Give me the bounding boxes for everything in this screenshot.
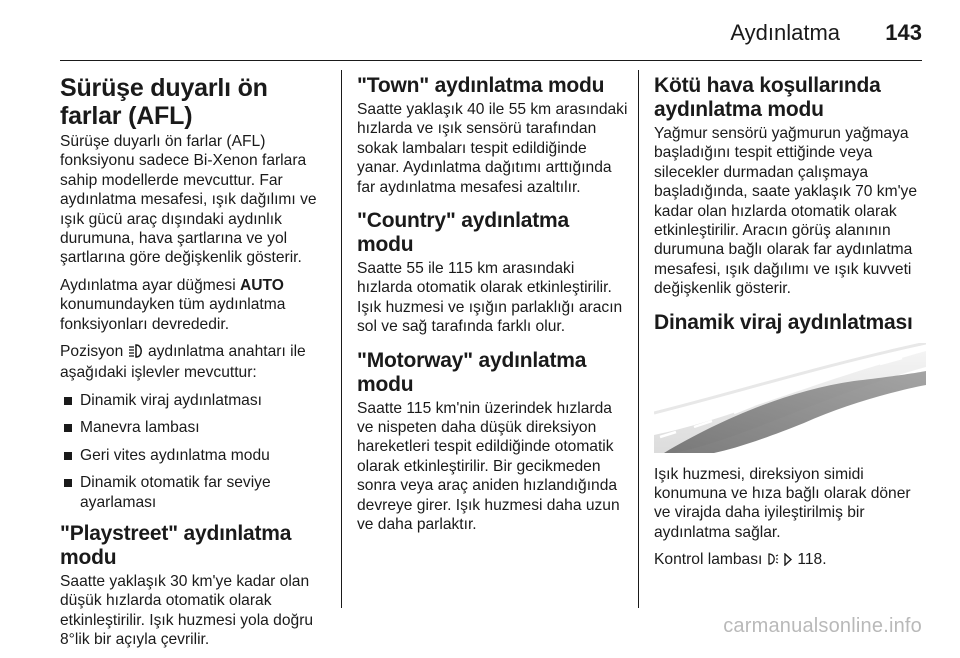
auto-paragraph: Aydınlatma ayar düğmesi AUTO konumundayken tüm aydınlatma fonksiyonları devrededir. xyxy=(60,276,286,333)
column-2 xyxy=(357,74,629,543)
country-paragraph: Saatte 55 ile 115 km arasındaki hızlarda otomatik olarak etkinleştirilir. Işık huzmesi ve ışığın parlaklığı aracın sol ve sağ tarafında farklı olur. xyxy=(357,260,623,336)
page-number: 143 xyxy=(885,20,922,45)
dynamic-cornering-heading: Dinamik viraj aydınlatması xyxy=(654,310,913,334)
column-3 xyxy=(654,74,926,580)
header-title: Aydınlatma xyxy=(730,20,840,45)
country-heading: "Country" aydınlatma modu xyxy=(357,209,569,257)
low-beam-icon xyxy=(128,344,144,363)
list-item: Manevra lambası xyxy=(60,418,332,437)
watermark: carmanualsonline.info xyxy=(723,615,922,637)
bullet-square-icon xyxy=(64,424,72,432)
playstreet-paragraph: Saatte yaklaşık 30 km'ye kadar olan düşük hızlarda otomatik olarak etkinleştirilir. Işık huzmesi yola doğru 8°lik bir açıyla çevrilir. xyxy=(60,572,314,649)
afl-intro: Sürüşe duyarlı ön farlar (AFL) fonksiyonu sadece Bi-Xenon farlara sahip modellerde mevcuttur. Far aydınlatma mesafesi, ışık dağılımı ve ışık gücü araç dışındaki aydınlık durumuna, hava şartlarına ve yol şartlarına göre değişkenlik gösterir. xyxy=(60,133,317,267)
column-divider xyxy=(341,70,342,608)
bullet-square-icon xyxy=(64,397,72,405)
list-item: Geri vites aydınlatma modu xyxy=(60,446,332,465)
list-item: Dinamik viraj aydınlatması xyxy=(60,391,332,410)
list-item: Dinamik otomatik far seviye ayarlaması xyxy=(60,473,332,512)
page-reference-arrow-icon xyxy=(783,552,793,571)
afl-control-lamp-icon xyxy=(767,552,779,571)
town-heading: "Town" aydınlatma modu xyxy=(357,74,605,97)
afl-heading: Sürüşe duyarlı ön farlar (AFL) xyxy=(60,74,268,130)
function-list xyxy=(60,391,332,512)
bullet-square-icon xyxy=(64,452,72,460)
page-header xyxy=(0,0,960,60)
position-paragraph: Pozisyon aydınlatma anahtarı ile aşağıdaki işlevler mevcuttur: xyxy=(60,343,306,382)
header-rule xyxy=(60,60,922,61)
bad-weather-paragraph: Yağmur sensörü yağmurun yağmaya başladığını tespit ettiğinde veya silecekler durmadan çalışmaya başladığında, saate yaklaşık 70 km'ye kadar olan hızlarda otomatik olarak etkinleştirilir. Aracın görüş alanının durumuna bağlı olarak far aydınlatma mesafesi, ışık dağılımı ve ışık kuvveti değişkenlik gösterir. xyxy=(654,125,918,298)
bad-weather-heading: Kötü hava koşullarında aydınlatma modu xyxy=(654,74,881,121)
auto-label: AUTO xyxy=(240,276,284,294)
motorway-heading: "Motorway" aydınlatma modu xyxy=(357,348,587,396)
dynamic-cornering-paragraph: Işık huzmesi, direksiyon simidi konumuna ve hıza bağlı olarak döner ve virajda daha iyileştirilmiş bir aydınlatma sağlar. xyxy=(654,465,911,541)
column-divider xyxy=(638,70,639,608)
motorway-paragraph: Saatte 115 km'nin üzerindek hızlarda ve nispeten daha düşük direksiyon hareketleri tespit edildiğinde otomatik olarak etkinleştirilir. Bir gecikmeden sonra veya araç aniden hızlandığında devreye girer. Işık huzmesi daha uzun ve daha parlaktır. xyxy=(357,399,620,534)
town-paragraph: Saatte yaklaşık 40 ile 55 km arasındaki hızlarda ve ışık sensörü tarafından sokak lambaları tespit edildiğinde yanar. Aydınlatma dağıtımı arttığında far aydınlatma mesafesi azaltılır. xyxy=(357,101,628,196)
bullet-square-icon xyxy=(64,479,72,487)
playstreet-heading: "Playstreet" aydınlatma modu xyxy=(60,521,292,569)
cornering-light-illustration xyxy=(654,343,926,453)
control-lamp-paragraph: Kontrol lambası 118. xyxy=(654,550,926,571)
column-1 xyxy=(60,74,332,658)
